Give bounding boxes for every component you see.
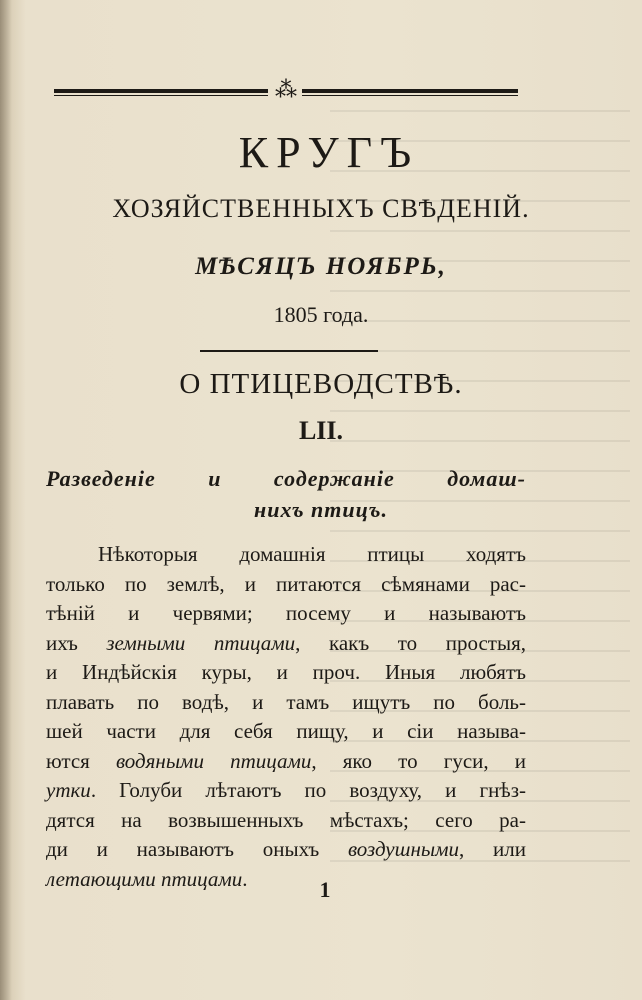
body-line bbox=[46, 835, 526, 865]
body-text-segment: . bbox=[242, 866, 248, 891]
body-line bbox=[46, 658, 526, 688]
body-text-segment: и Индѣйскія куры, и проч. Иныя любятъ bbox=[46, 660, 526, 684]
emphasis-text: водяными птицами bbox=[115, 748, 312, 773]
rule-right-thin bbox=[302, 95, 518, 96]
body-line bbox=[46, 599, 526, 629]
emphasis-text: летающими птицами bbox=[46, 866, 243, 891]
body-line bbox=[46, 747, 526, 777]
body-text-segment: ются bbox=[46, 748, 116, 773]
body-text-segment: тѣній и червями; посему и называютъ bbox=[46, 601, 526, 625]
body-text-segment: , яко то гуси, и bbox=[311, 748, 526, 773]
body-text-segment: , какъ то простыя, bbox=[295, 630, 526, 655]
body-text-segment: ихъ bbox=[46, 630, 107, 655]
issue-year: 1805 года. bbox=[273, 302, 369, 327]
emphasis-text: воздушными bbox=[347, 837, 460, 861]
article-heading-line-2: нихъ птицъ. bbox=[254, 497, 388, 522]
body-line bbox=[46, 629, 526, 659]
body-line bbox=[46, 570, 526, 600]
issue-month: МѢСЯЦЪ НОЯБРЬ, bbox=[195, 253, 447, 280]
header-rule bbox=[54, 80, 518, 102]
emphasis-text: земными птицами bbox=[106, 630, 296, 655]
body-text-segment: , или bbox=[459, 837, 526, 861]
book-title: КРУГЪ bbox=[238, 128, 420, 177]
rule-left-thin bbox=[54, 95, 268, 96]
emphasis-text: утки bbox=[46, 778, 91, 802]
body-line bbox=[46, 806, 526, 836]
body-text-segment: шей части для себя пищу, и сіи называ- bbox=[46, 719, 526, 743]
book-subtitle: ХОЗЯЙСТВЕННЫХЪ СВѢДЕНІЙ. bbox=[112, 194, 530, 223]
section-title: О ПТИЦЕВОДСТВѢ. bbox=[179, 368, 463, 400]
body-text-segment: только по землѣ, и питаются сѣмянами рас- bbox=[46, 571, 526, 596]
body-text-segment: плавать по водѣ, и тамъ ищутъ по боль- bbox=[46, 689, 526, 714]
section-number: LII. bbox=[298, 416, 344, 445]
body-line bbox=[46, 540, 526, 570]
body-text-segment: ди и называютъ оныхъ bbox=[46, 837, 348, 861]
article-body bbox=[46, 540, 526, 894]
body-text-segment: дятся на возвышенныхъ мѣстахъ; сего ра- bbox=[46, 807, 526, 832]
section-divider bbox=[200, 350, 378, 352]
body-text-segment: . Голуби лѣтаютъ по воздуху, и гнѣз- bbox=[90, 778, 526, 802]
body-text-segment: Нѣкоторыя домашнія птицы ходятъ bbox=[98, 542, 526, 566]
body-line bbox=[46, 776, 526, 806]
article-heading-line-1: Разведеніе и содержаніе домаш- bbox=[46, 466, 526, 491]
body-line bbox=[46, 717, 526, 747]
ornament-icon: ⁂ bbox=[275, 78, 297, 103]
rule-left-thick bbox=[54, 89, 268, 93]
rule-right-thick bbox=[302, 89, 518, 93]
body-line bbox=[46, 688, 526, 718]
page-number: 1 bbox=[319, 877, 331, 902]
